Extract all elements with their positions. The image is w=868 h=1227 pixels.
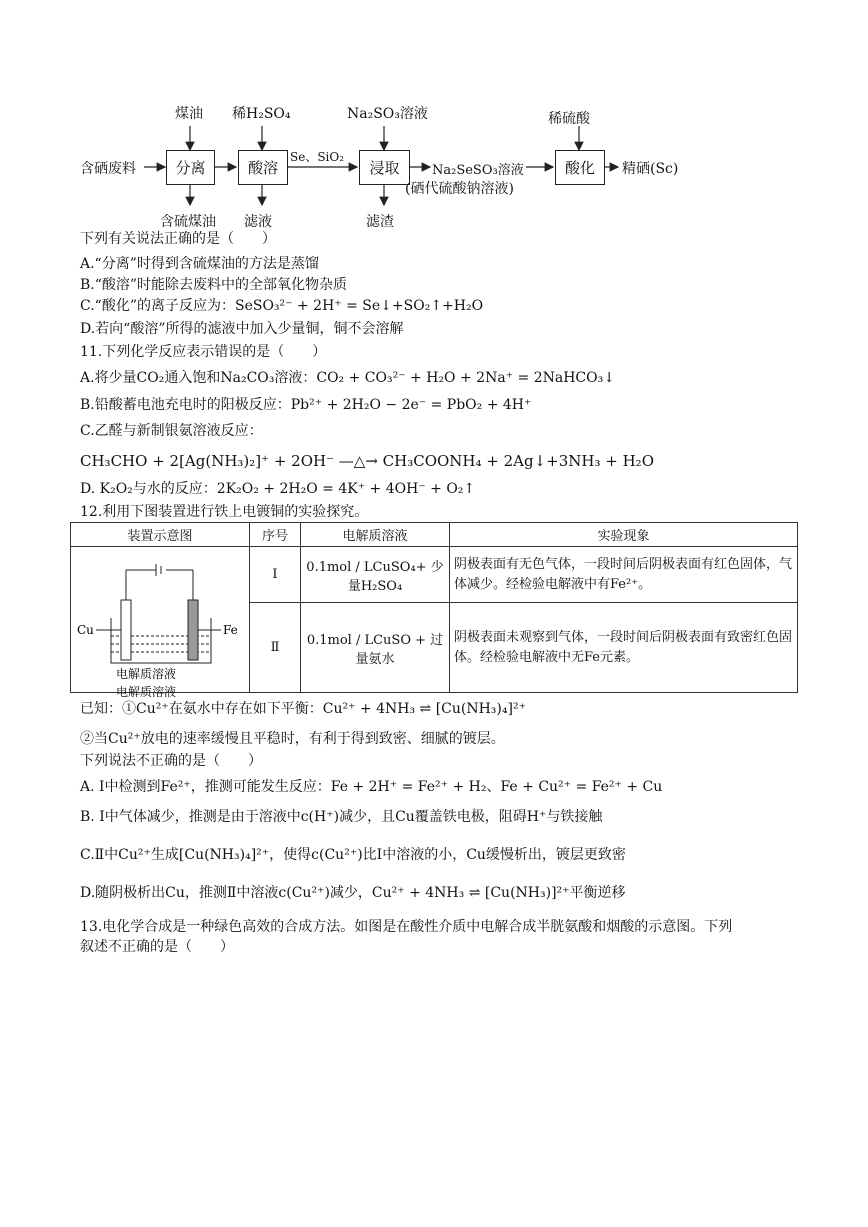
q10-option-b: B.“酸溶”时能除去废料中的全部氧化物杂质 bbox=[80, 277, 348, 293]
q11-option-d: D. K₂O₂与水的反应：2K₂O₂ + 2H₂O = 4K⁺ + 4OH⁻ + O₂↑ bbox=[80, 481, 476, 497]
q10-option-c: C.“酸化”的离子反应为：SeSO₃²⁻ + 2H⁺ = Se↓+SO₂↑+H₂O bbox=[80, 298, 484, 314]
reagent-dilute-h2so4: 稀H₂SO₄ bbox=[232, 106, 291, 122]
q13-line-1: 13.电化学合成是一种绿色高效的合成方法。如图是在酸性介质中电解合成半胱氨酸和烟酸的示意图。下列 bbox=[80, 919, 733, 935]
row1-id: Ⅰ bbox=[250, 547, 301, 603]
header-phenomenon: 实验现象 bbox=[450, 523, 798, 547]
step-separate-box: 分离 bbox=[166, 150, 215, 185]
experiment-table bbox=[70, 522, 798, 699]
mid-solution-note: (硒代硫酸钠溶液) bbox=[405, 181, 514, 197]
q11-option-a: A.将少量CO₂通入饱和Na₂CO₃溶液：CO₂ + CO₃²⁻ + H₂O + 2Na⁺ = 2NaHCO₃↓ bbox=[80, 370, 615, 386]
q10-option-d: D.若向“酸溶”所得的滤液中加入少量铜，铜不会溶解 bbox=[80, 321, 404, 337]
flow-arrows bbox=[0, 0, 868, 240]
electrolysis-apparatus-diagram bbox=[71, 548, 241, 688]
q10-stem: 下列有关说法正确的是（ ） bbox=[80, 231, 276, 247]
cu-electrode-label: Cu bbox=[77, 622, 94, 637]
header-diagram: 装置示意图 bbox=[71, 523, 250, 547]
q11-option-b: B.铅酸蓄电池充电时的阳极反应：Pb²⁺ + 2H₂O − 2e⁻ = PbO₂ + 4H⁺ bbox=[80, 397, 532, 413]
row1-solution: 0.1mol / LCuSO₄+ 少量H₂SO₄ bbox=[301, 547, 450, 603]
q12-stem: 12.利用下图装置进行铁上电镀铜的实验探究。 bbox=[80, 504, 369, 520]
q11-option-c-equation: CH₃CHO + 2[Ag(NH₃)₂]⁺ + 2OH⁻ —△→ CH₃COONH₄ + 2Ag↓+3NH₃ + H₂O bbox=[80, 452, 654, 470]
diagram-caption-2: 电解质溶液 bbox=[116, 685, 177, 699]
mid-solution: Na₂SeSO₃溶液 bbox=[432, 163, 524, 178]
row2-id: Ⅱ bbox=[250, 603, 301, 693]
q12-option-b: B. Ⅰ中气体减少，推测是由于溶液中c(H⁺)减少，且Cu覆盖铁电极，阻碍H⁺与铁接触 bbox=[80, 809, 603, 825]
out-residue: 滤渣 bbox=[366, 214, 394, 230]
diagram-caption-1: 电解质溶液 bbox=[116, 666, 177, 681]
q12-option-d: D.随阴极析出Cu，推测Ⅱ中溶液c(Cu²⁺)减少，Cu²⁺ + 4NH₃ ⇌ [Cu(NH₃)]²⁺平衡逆移 bbox=[80, 885, 626, 901]
row1-phenomenon: 阴极表面有无色气体，一段时间后阴极表面有红色固体，气体减少。经检验电解液中有Fe²⁺。 bbox=[450, 547, 798, 603]
row2-phenomenon: 阴极表面未观察到气体，一段时间后阴极表面有致密红色固体。经检验电解液中无Fe元素。 bbox=[450, 603, 798, 693]
out-filtrate: 滤液 bbox=[244, 214, 272, 230]
q13-line-2: 叙述不正确的是（ ） bbox=[80, 939, 234, 955]
header-number: 序号 bbox=[250, 523, 301, 547]
q12-ask: 下列说法不正确的是（ ） bbox=[80, 753, 262, 769]
q10-option-a: A.“分离”时得到含硫煤油的方法是蒸馏 bbox=[80, 256, 319, 272]
row2-solution: 0.1mol / LCuSO + 过量氨水 bbox=[301, 603, 450, 693]
step-leach-box: 浸取 bbox=[359, 150, 410, 185]
out-sulfur-kerosene: 含硫煤油 bbox=[160, 214, 216, 230]
mid-solids: Se、SiO₂ bbox=[290, 150, 345, 164]
table-row bbox=[71, 547, 798, 603]
reagent-na2so3: Na₂SO₃溶液 bbox=[347, 106, 428, 122]
step-acid-dissolve-box: 酸溶 bbox=[238, 150, 288, 185]
step-acidify-box: 酸化 bbox=[555, 150, 605, 185]
header-solution: 电解质溶液 bbox=[301, 523, 450, 547]
q11-option-c: C.乙醛与新制银氨溶液反应： bbox=[80, 423, 263, 439]
reagent-dilute-sulfuric: 稀硫酸 bbox=[548, 111, 590, 127]
product: 精硒(Sc) bbox=[622, 161, 679, 177]
reagent-kerosene: 煤油 bbox=[175, 106, 203, 122]
input-waste: 含硒废料 bbox=[80, 161, 136, 177]
fe-electrode-label: Fe bbox=[223, 622, 238, 637]
table-header-row bbox=[71, 523, 798, 547]
q11-stem: 11.下列化学反应表示错误的是（ ） bbox=[80, 344, 327, 360]
apparatus-cell bbox=[71, 547, 250, 699]
q12-option-a: A. Ⅰ中检测到Fe²⁺，推测可能发生反应：Fe + 2H⁺ = Fe²⁺ + H₂、Fe + Cu²⁺ = Fe²⁺ + Cu bbox=[80, 779, 663, 795]
q12-option-c: C.Ⅱ中Cu²⁺生成[Cu(NH₃)₄]²⁺，使得c(Cu²⁺)比Ⅰ中溶液的小，Cu缓慢析出，镀层更致密 bbox=[80, 847, 626, 863]
q12-known-2: ②当Cu²⁺放电的速率缓慢且平稳时，有利于得到致密、细腻的镀层。 bbox=[80, 731, 505, 747]
q12-known-1: 已知：①Cu²⁺在氨水中存在如下平衡：Cu²⁺ + 4NH₃ ⇌ [Cu(NH₃)₄]²⁺ bbox=[80, 701, 526, 717]
